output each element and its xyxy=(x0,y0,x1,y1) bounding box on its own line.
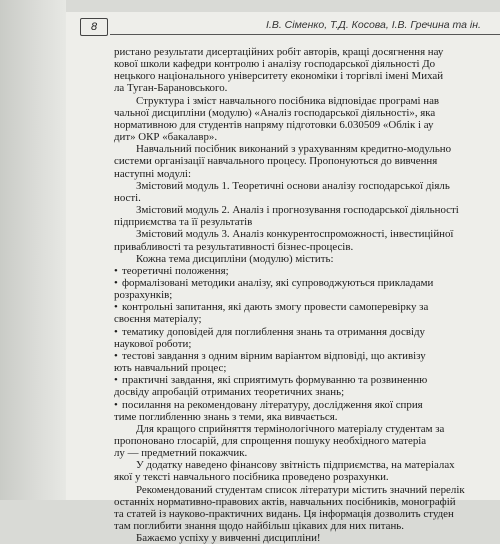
text-line: останніх нормативно-правових актів, навчальних посібників, монографій xyxy=(114,495,456,508)
text-line: своєння матеріалу; xyxy=(114,313,202,326)
bullet-glyph: • xyxy=(114,264,118,277)
text-line: нецького національного університету економіки і торгівлі імені Михай xyxy=(114,70,444,83)
bullet-text: теоретичні положення; xyxy=(122,264,229,277)
bullet-text: практичні завдання, які сприятимуть формуванню та розвиненню xyxy=(122,374,428,387)
paragraph-start: Для кращого сприйняття термінологічного матеріалу студентам за xyxy=(136,422,445,435)
bullet-item xyxy=(114,350,500,362)
text-line: ристано результати дисертаційних робіт авторів, кращі досягнення нау xyxy=(114,46,444,58)
paragraph-start: Рекомендований студентам список літератури містить значний перелік xyxy=(136,483,465,496)
running-header xyxy=(66,18,500,38)
bullet-item xyxy=(114,277,500,289)
text-line: якої у тексті навчального посібника проведено розрахунки. xyxy=(114,471,389,484)
book-page xyxy=(66,12,500,544)
text-line: наукової роботи; xyxy=(114,337,192,350)
text-line: підприємства та її результатів xyxy=(114,216,253,229)
bullet-item xyxy=(114,399,500,411)
bullet-text: тестові завдання з одним вірним варіантом відповіді, що активізу xyxy=(122,349,426,362)
text-line: системи організації навчального процесу. Пропонуються до вивчення xyxy=(114,155,438,168)
bullet-glyph: • xyxy=(114,325,118,338)
paragraph-start: Структура і зміст навчального посібника відповідає програмі нав xyxy=(136,94,440,107)
page-number: 8 xyxy=(80,18,108,36)
text-line: ють навчальний процес; xyxy=(114,362,227,375)
bullet-glyph: • xyxy=(114,276,118,289)
bullet-glyph: • xyxy=(114,374,118,387)
text-line: дит» ОКР «бакалавр». xyxy=(114,131,218,144)
bullet-glyph: • xyxy=(114,398,118,411)
bullet-item xyxy=(114,265,500,277)
bullet-item xyxy=(114,326,500,338)
module-3: Змістовий модуль 3. Аналіз конкурентоспроможності, інвестиційної xyxy=(136,228,454,241)
text-line: та статей із науково-практичних видань. Ця інформація дозволить студен xyxy=(114,507,454,520)
bullet-glyph: • xyxy=(114,349,118,362)
module-1: Змістовий модуль 1. Теоретичні основи аналізу господарської діяль xyxy=(136,179,450,192)
book-spine-shadow xyxy=(0,0,66,500)
text-line: тиме поглибленню знань з теми, яка вивчається. xyxy=(114,410,338,423)
bullet-item xyxy=(114,301,500,313)
paragraph-start: Навчальний посібник виконаний з урахуванням кредитно-модульно xyxy=(136,143,452,156)
bullet-text: формалізовані методики аналізу, які супроводжуються прикладами xyxy=(122,276,434,289)
bullet-text: посилання на рекомендовану літературу, дослідження якої сприя xyxy=(122,398,423,411)
text-line: наступні модулі: xyxy=(114,167,191,180)
text-line: чальної дисципліни (модулю) «Аналіз господарської діяльності», яка xyxy=(114,106,436,119)
text-line: нормативною для студентів напряму підготовки 6.030509 «Облік і ау xyxy=(114,118,434,131)
text-line: досвіду апробацій отриманих теоретичних знань; xyxy=(114,386,345,399)
module-2: Змістовий модуль 2. Аналіз і прогнозування господарської діяльності xyxy=(136,204,459,217)
body-text xyxy=(114,46,500,544)
bullet-item xyxy=(114,374,500,386)
closing-line: Бажаємо успіху у вивченні дисципліни! xyxy=(136,532,321,544)
bullet-glyph: • xyxy=(114,301,118,314)
bullet-text: тематику доповідей для поглиблення знань та отримання досвіду xyxy=(122,325,425,338)
header-rule xyxy=(110,34,500,35)
running-header-authors: І.В. Сіменко, Т.Д. Косова, І.В. Гречина та ін. xyxy=(266,19,481,31)
text-line: ла Туган-Барановського. xyxy=(114,82,228,95)
text-line: лу — предметний покажчик. xyxy=(114,447,248,460)
bullet-text: контрольні запитання, які дають змогу провести самоперевірку за xyxy=(122,301,429,314)
paragraph-start: Кожна тема дисципліни (модулю) містить: xyxy=(136,252,334,265)
text-line: ності. xyxy=(114,191,141,204)
paragraph-start: У додатку наведено фінансову звітність підприємства, на матеріалах xyxy=(136,459,455,472)
text-line: розрахунків; xyxy=(114,289,173,302)
text-line: там поглибити знання щодо найбільш цікавих для них питань. xyxy=(114,520,404,533)
text-line: привабливості та результативності бізнес-процесів. xyxy=(114,240,354,253)
text-line: кової школи кафедри контролю і аналізу господарської діяльності До xyxy=(114,58,436,71)
text-line: пропоновано глосарій, для спрощення пошуку необхідного матеріа xyxy=(114,435,427,447)
